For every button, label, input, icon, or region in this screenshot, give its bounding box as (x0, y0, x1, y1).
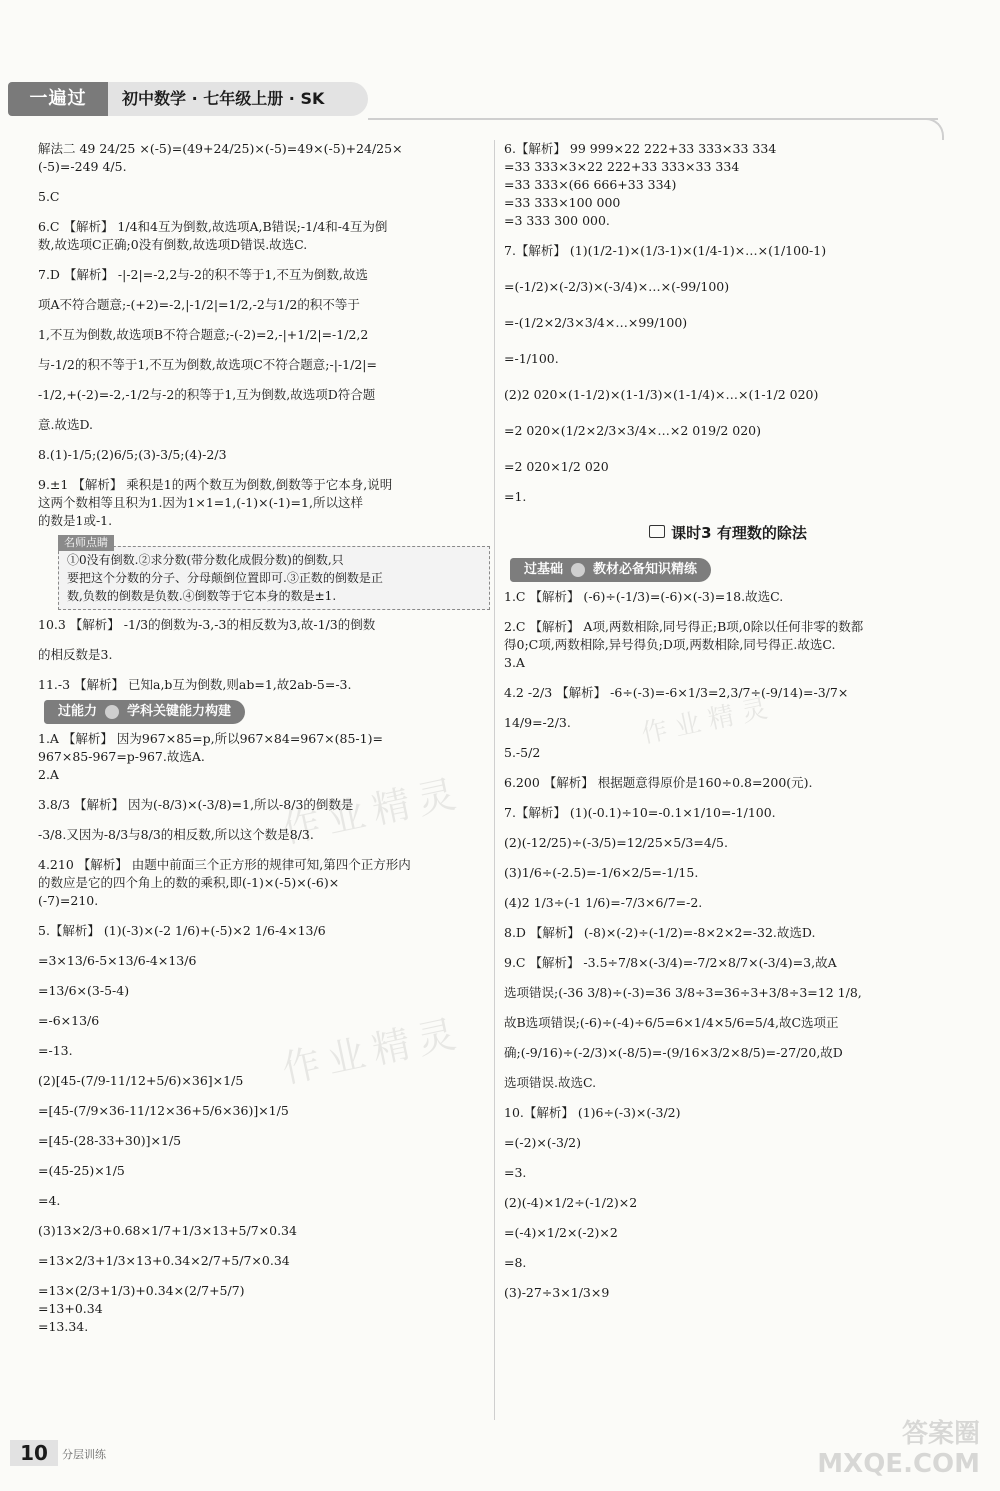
banner-subtitle: 教材必备知识精练 (593, 562, 698, 577)
answer-line: =13×(2/3+1/3)+0.34×(2/7+5/7) (38, 1283, 245, 1298)
answer-line: 4.2 -2/3 【解析】 -6÷(-3)=-6×1/3=2,3/7÷(-9/14)=-3/7× (504, 685, 849, 700)
answer-line: =33 333×100 000 (504, 195, 621, 210)
answer-line: =-6×13/6 (38, 1013, 100, 1028)
answer-line: 11.-3 【解析】 已知a,b互为倒数,则ab=1,故2ab-5=-3. (38, 677, 352, 692)
answer-line: (2)2 020×(1-1/2)×(1-1/3)×(1-1/4)×…×(1-1/2 020) (504, 387, 819, 402)
answer-line: 1.A 【解析】 因为967×85=p,所以967×84=967×(85-1)= (38, 731, 383, 746)
medal-icon (105, 705, 119, 719)
answer-line: -1/2,+(-2)=-2,-1/2与-2的积等于1,互为倒数,故选项D符合题 (38, 387, 376, 402)
answer-line: =[45-(28-33+30)]×1/5 (38, 1133, 182, 1148)
answer-line: =1. (504, 489, 527, 504)
answer-line: 的数是1或-1. (38, 513, 113, 528)
answer-line: 14/9=-2/3. (504, 715, 571, 730)
answer-line: =33 333×3×22 222+33 333×33 334 (504, 159, 740, 174)
answer-line: 选项错误.故选C. (504, 1075, 597, 1090)
answer-line: 1,不互为倒数,故选项B不符合题意;-(-2)=2,-|+1/2|=-1/2,2 (38, 327, 369, 342)
answer-line: 数,故选项C正确;0没有倒数,故选项D错误.故选C. (38, 237, 308, 252)
banner-label: 过基础 (524, 562, 564, 577)
answer-line: 7.【解析】 (1)(-0.1)÷10=-0.1×1/10=-1/100. (504, 805, 776, 820)
answer-line: 2.A (38, 767, 59, 782)
answer-line: 10.3 【解析】 -1/3的倒数为-3,-3的相反数为3,故-1/3的倒数 (38, 617, 376, 632)
site-watermark-url: MXQE.COM (817, 1449, 980, 1479)
answer-line: (3)1/6÷(-2.5)=-1/6×2/5=-1/15. (504, 865, 699, 880)
section-banner-basics (510, 558, 711, 582)
left-column (38, 140, 490, 1336)
answer-line: =3. (504, 1165, 527, 1180)
tip-line: 数,负数的倒数是负数.④倒数等于它本身的数是±1. (67, 589, 337, 603)
answer-line: 9.±1 【解析】 乘积是1的两个数互为倒数,倒数等于它本身,说明 (38, 477, 393, 492)
tip-box (58, 536, 490, 610)
tip-title: 名师点睛 (58, 535, 114, 551)
answer-line: =2 020×1/2 020 (504, 459, 609, 474)
answer-line: 故B选项错误;(-6)÷(-4)÷6/5=6×1/4×5/6=5/4,故C选项正 (504, 1015, 839, 1030)
answer-line: (3)-27÷3×1/3×9 (504, 1285, 610, 1300)
answer-line: 6.【解析】 99 999×22 222+33 333×33 334 (504, 141, 777, 156)
answer-line: =13+0.34 (38, 1301, 103, 1316)
header-corner (922, 118, 944, 140)
tip-line: ①0没有倒数.②求分数(带分数化成假分数)的倒数,只 (67, 553, 344, 567)
header-rule (368, 118, 938, 120)
answer-line: 1.C 【解析】 (-6)÷(-1/3)=(-6)×(-3)=18.故选C. (504, 589, 784, 604)
answer-line: 6.C 【解析】 1/4和4互为倒数,故选项A,B错误;-1/4和-4互为倒 (38, 219, 388, 234)
answer-line: 确;(-9/16)÷(-2/3)×(-8/5)=-(9/16×3/2×8/5)=-27/20,故D (504, 1045, 843, 1060)
answer-line: 3.A (504, 655, 525, 670)
answer-line: =3 333 300 000. (504, 213, 610, 228)
answer-line: 5.-5/2 (504, 745, 541, 760)
banner-label: 过能力 (58, 704, 98, 719)
watermark-text: 作业精灵 (278, 1010, 468, 1092)
answer-line: =(-1/2)×(-2/3)×(-3/4)×…×(-99/100) (504, 279, 730, 294)
footer-label: 分层训练 (62, 1448, 106, 1461)
answer-line: (3)13×2/3+0.68×1/7+1/3×13+5/7×0.34 (38, 1223, 297, 1238)
answer-line: 8.(1)-1/5;(2)6/5;(3)-3/5;(4)-2/3 (38, 447, 227, 462)
site-watermark (817, 1419, 980, 1479)
answer-line: 解法二 49 24/25 ×(-5)=(49+24/25)×(-5)=49×(-5)+24/25× (38, 141, 403, 156)
answer-line: 选项错误;(-36 3/8)÷(-3)=36 3/8÷3=36÷3+3/8÷3=12 1/8, (504, 985, 862, 1000)
answer-line: 的数应是它的四个角上的数的乘积,即(-1)×(-5)×(-6)× (38, 875, 340, 890)
answer-line: 5.C (38, 189, 60, 204)
answer-line: 10.【解析】 (1)6÷(-3)×(-3/2) (504, 1105, 681, 1120)
answer-line: 7.【解析】 (1)(1/2-1)×(1/3-1)×(1/4-1)×…×(1/100-1) (504, 243, 827, 258)
section-banner-ability (44, 700, 245, 724)
answer-line: =33 333×(66 666+33 334) (504, 177, 677, 192)
answer-line: 967×85-967=p-967.故选A. (38, 749, 205, 764)
answer-line: (2)[45-(7/9-11/12+5/6)×36]×1/5 (38, 1073, 244, 1088)
folder-icon (649, 525, 665, 538)
answer-line: (-5)=-249 4/5. (38, 159, 127, 174)
answer-line: 的相反数是3. (38, 647, 113, 662)
answer-line: 得0;C项,两数相除,异号得负;D项,两数相除,同号得正.故选C. (504, 637, 836, 652)
answer-line: =(-2)×(-3/2) (504, 1135, 581, 1150)
answer-line: 项A不符合题意;-(+2)=-2,|-1/2|=1/2,-2与1/2的积不等于 (38, 297, 360, 312)
answer-line: =4. (38, 1193, 61, 1208)
answer-line: =-1/100. (504, 351, 559, 366)
answer-line: (2)(-4)×1/2÷(-1/2)×2 (504, 1195, 638, 1210)
answer-line: 意.故选D. (38, 417, 94, 432)
answer-line: =-13. (38, 1043, 73, 1058)
answer-line: 8.D 【解析】 (-8)×(-2)÷(-1/2)=-8×2×2=-32.故选D. (504, 925, 816, 940)
answer-line: =2 020×(1/2×2/3×3/4×…×2 019/2 020) (504, 423, 762, 438)
answer-line: 7.D 【解析】 -|-2|=-2,2与-2的积不等于1,不互为倒数,故选 (38, 267, 368, 282)
answer-line: =[45-(7/9×36-11/12×36+5/6×36)]×1/5 (38, 1103, 289, 1118)
answer-line: 与-1/2的积不等于1,不互为倒数,故选项C不符合题意;-|-1/2|= (38, 357, 377, 372)
answer-line: =(-4)×1/2×(-2)×2 (504, 1225, 618, 1240)
brand-logo: 一遍过 (8, 82, 108, 116)
book-title: 初中数学 · 七年级上册 · SK (108, 82, 368, 116)
page-number: 10 (10, 1440, 58, 1466)
lesson-title: 课时3 有理数的除法 (671, 524, 807, 542)
answer-line: 4.210 【解析】 由题中前面三个正方形的规律可知,第四个正方形内 (38, 857, 411, 872)
page-header (8, 82, 368, 116)
answer-line: =13.34. (38, 1319, 89, 1334)
answer-line: 2.C 【解析】 A项,两数相除,同号得正;B项,0除以任何非零的数都 (504, 619, 864, 634)
answer-line: =(45-25)×1/5 (38, 1163, 125, 1178)
answer-line: -3/8.又因为-8/3与8/3的相反数,所以这个数是8/3. (38, 827, 314, 842)
banner-subtitle: 学科关键能力构建 (127, 704, 232, 719)
lesson-heading (504, 524, 952, 542)
watermark-text: 作业精灵 (638, 692, 779, 750)
answer-line: 6.200 【解析】 根据题意得原价是160÷0.8=200(元). (504, 775, 813, 790)
answer-line: =-(1/2×2/3×3/4×…×99/100) (504, 315, 688, 330)
answer-line: 3.8/3 【解析】 因为(-8/3)×(-3/8)=1,所以-8/3的倒数是 (38, 797, 354, 812)
answer-line: =8. (504, 1255, 527, 1270)
book-icon (571, 563, 585, 577)
column-divider (494, 140, 495, 1420)
answer-line: (2)(-12/25)÷(-3/5)=12/25×5/3=4/5. (504, 835, 728, 850)
answer-line: =13/6×(3-5-4) (38, 983, 130, 998)
answer-line: (-7)=210. (38, 893, 99, 908)
answer-line: (4)2 1/3÷(-1 1/6)=-7/3×6/7=-2. (504, 895, 703, 910)
site-watermark-name: 答案圈 (901, 1419, 980, 1449)
answer-line: 9.C 【解析】 -3.5÷7/8×(-3/4)=-7/2×8/7×(-3/4)=3,故A (504, 955, 837, 970)
answer-line: 5.【解析】 (1)(-3)×(-2 1/6)+(-5)×2 1/6-4×13/6 (38, 923, 326, 938)
answer-line: =13×2/3+1/3×13+0.34×2/7+5/7×0.34 (38, 1253, 290, 1268)
watermark-text: 作业精灵 (278, 770, 468, 852)
answer-line: 这两个数相等且积为1.因为1×1=1,(-1)×(-1)=1,所以这样 (38, 495, 363, 510)
right-column (504, 140, 952, 1302)
tip-line: 要把这个分数的分子、分母颠倒位置即可.③正数的倒数是正 (67, 571, 383, 585)
answer-line: =3×13/6-5×13/6-4×13/6 (38, 953, 197, 968)
